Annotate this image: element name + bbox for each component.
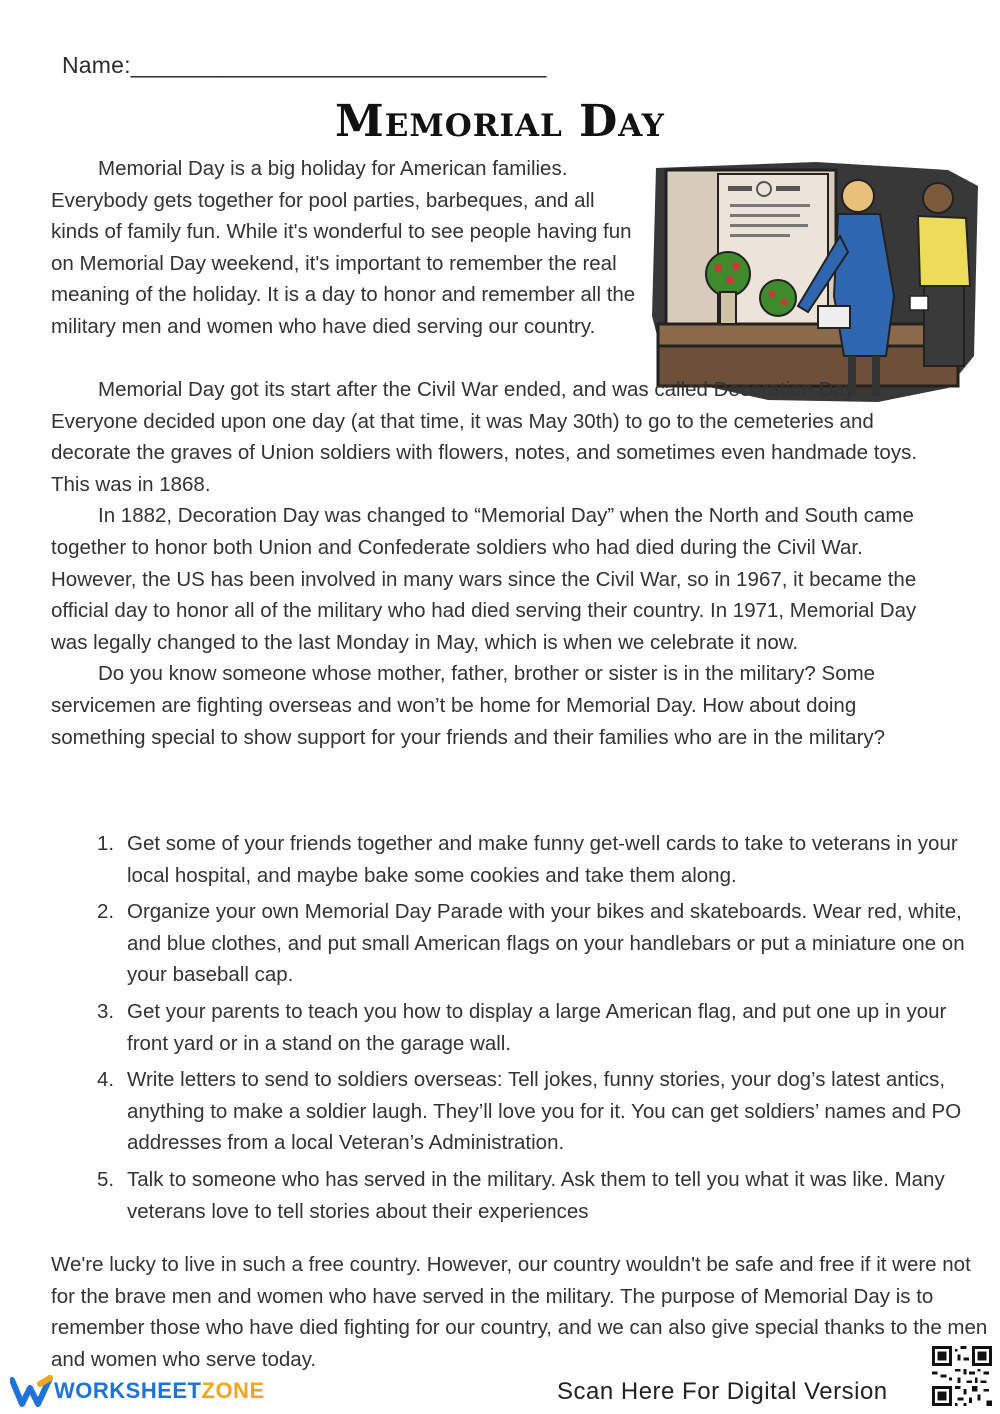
brand-name-part1: WORKSHEET	[54, 1378, 202, 1403]
worksheetzone-brand[interactable]	[10, 1374, 265, 1408]
brand-name	[54, 1378, 265, 1404]
worksheetzone-logo-icon	[10, 1374, 54, 1408]
paragraph-2: Memorial Day got its start after the Civil War ended, and was called Decoration Day. Everyone decided upon one day (at that time, it was May 30th) to go to the cemeteries and decorate the graves of Union soldiers with flowers, notes, and sometimes even handmade toys. This was in 1868.	[51, 378, 918, 496]
name-field-label: Name:________________________________	[62, 52, 547, 78]
list-item	[97, 1064, 992, 1159]
list-text: Organize your own Memorial Day Parade with your bikes and skateboards. Wear red, white, and blue clothes, and put small American flags on your handlebars or put a miniature one on your baseball cap.	[127, 900, 965, 987]
list-number: 5.	[97, 1167, 115, 1191]
paragraph-1: Memorial Day is a big holiday for American families. Everybody gets together for pool parties, barbeques, and all kinds of family fun. While it's wonderful to see people having fun on Memorial Day weekend, it's important to remember the real meaning of the holiday. It is a day to honor and remember all the military men and women who have died serving our country.	[51, 157, 636, 338]
memorial-illustration	[648, 156, 980, 408]
page-title: Memorial Day	[335, 96, 665, 147]
list-text: Get your parents to teach you how to display a large American flag, and put one up in your front yard or in a stand on the garage wall.	[127, 999, 947, 1055]
list-item	[97, 828, 992, 891]
list-number: 2.	[97, 900, 115, 924]
qr-code-icon[interactable]	[932, 1346, 992, 1406]
list-text: Talk to someone who has served in the military. Ask them to tell you what it was like. Many veterans love to tell stories about their experiences	[127, 1167, 945, 1223]
list-item	[97, 896, 992, 991]
closing-paragraph: We're lucky to live in such a free country. However, our country wouldn't be safe and free if it were not for the brave men and women who have served in the military. The purpose of Memorial Day is to remember those who have died fighting for our country, and we can also give special thanks to the men and women who serve today.	[51, 1253, 988, 1371]
paragraph-group	[51, 374, 951, 753]
list-item	[97, 1164, 992, 1227]
list-item	[97, 996, 992, 1059]
scan-instruction: Scan Here For Digital Version	[557, 1378, 888, 1405]
paragraph-3: In 1882, Decoration Day was changed to “Memorial Day” when the North and South came together to honor both Union and Confederate soldiers who had died during the Civil War. However, the US has been involved in many wars since the Civil War, so in 1967, it became the official day to honor all of the military who had died serving their country. In 1971, Memorial Day was legally changed to the last Monday in May, which is when we celebrate it now.	[51, 504, 917, 654]
suggestion-list	[97, 828, 992, 1232]
paragraph-4: Do you know someone whose mother, father, brother or sister is in the military? Some servicemen are fighting overseas and won’t be home for Memorial Day. How about doing something special to show support for your friends and their families who are in the military?	[51, 662, 886, 749]
list-text: Get some of your friends together and make funny get-well cards to take to veterans in your local hospital, and maybe bake some cookies and take them along.	[127, 832, 958, 887]
list-number: 1.	[97, 832, 115, 855]
list-number: 4.	[97, 1068, 115, 1092]
brand-name-part2: ZONE	[201, 1378, 265, 1403]
list-number: 3.	[97, 999, 115, 1023]
paragraph-intro	[51, 153, 641, 343]
list-text: Write letters to send to soldiers overseas: Tell jokes, funny stories, your dog’s latest antics, anything to make a soldier laugh. They’ll love you for it. You can get soldiers’ names and PO addresses from a local Veteran’s Administration.	[127, 1068, 962, 1155]
